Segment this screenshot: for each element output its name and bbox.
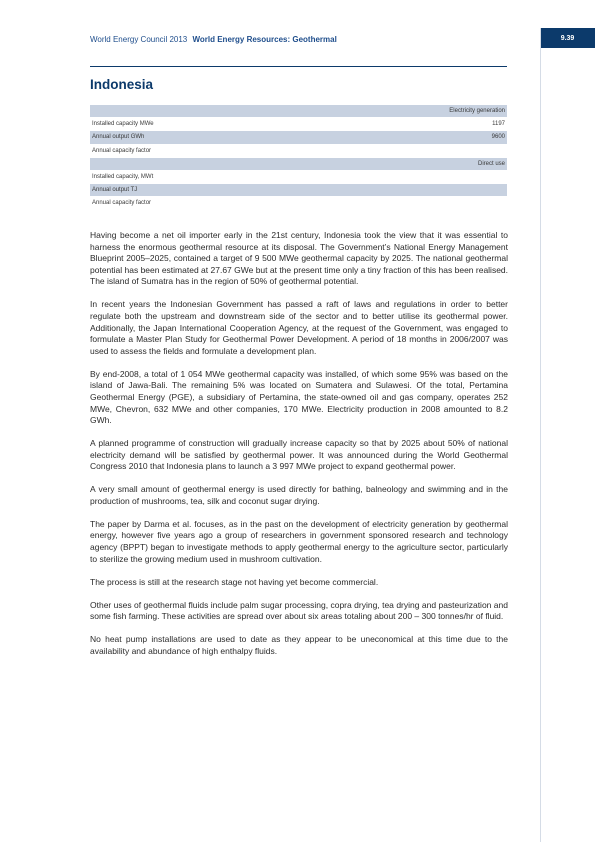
paragraph: No heat pump installations are used to date as they appear to be uneconomical at this time due to the availability and abundance of high enthalpy fluids. [90,634,508,656]
paragraph: Other uses of geothermal fluids include palm sugar processing, copra drying, tea drying and pasteurization and some fish farming. These activities are spread over about six areas totaling about 200 – 300 tonnes/hr of fluid. [90,599,508,622]
paragraph: A very small amount of geothermal energy is used directly for bathing, balneology and swimming and in the production of mushrooms, tea, silk and coconut sugar drying. [90,484,508,506]
paragraph: A planned programme of construction will gradually increase capacity so that by 2025 about 50% of national electricity demand will be satisfied by geothermal power. It was announced during the World Geothermal Congress 2010 that Indonesia plans to launch a 3 997 MWe project to expand geothermal power. [90,438,508,472]
row-value: 9600 [420,131,507,144]
row-label: Annual output GWh [90,131,420,144]
row-value [420,144,507,157]
row-label: Annual capacity factor [90,197,420,210]
paragraph: By end-2008, a total of 1 054 MWe geothermal capacity was installed, of which some 95% was based on the island of Jawa-Bali. The remaining 5% was located on Sumatera and Sulawesi. Of the total, Pertamina Geothermal Energy (PGE), a subsidiary of Pertamina, the state-owned oil and gas company, operates 252 MWe, Chevron, 632 MWe and other companies, 170 MWe. Electricity production in 2008 amounted to 8.2 GWh. [90,368,508,426]
row-label: Annual output TJ [90,184,420,197]
row-value: 1197 [420,118,507,131]
table-group-header [90,157,507,170]
row-label: Annual capacity factor [90,144,420,157]
row-label: Installed capacity, MWt [90,170,420,183]
running-header [90,35,510,44]
header-organization: World Energy Council 2013 [90,35,188,44]
table-row [90,184,507,197]
table-row [90,144,507,157]
section-title: Indonesia [90,77,154,92]
table-group-header [90,105,507,118]
body-text [90,230,508,669]
electricity-generation-header: Electricity generation [90,105,507,118]
row-value [420,170,507,183]
paragraph: The process is still at the research stage not having yet become commercial. [90,576,379,587]
paragraph: In recent years the Indonesian Government has passed a raft of laws and regulations in order to better regulate both the upstream and downstream side of the sector and to better utilise its geothermal power. Additionally, the Japan International Cooperation Agency, at the request of the Government, was engaged to formulate a Master Plan Study for Geothermal Power Development. A period of 18 months in 2006/2007 was used to assess the fields and formulate a development plan. [90,299,508,356]
page-number-badge [540,28,595,48]
page-number: 9.39 [560,34,575,42]
margin-divider [540,28,541,842]
resource-table [90,105,507,211]
header-rule [90,66,507,67]
table-row [90,131,507,144]
table-row [90,170,507,183]
row-label: Installed capacity MWe [90,118,420,131]
table-row [90,197,507,210]
table-row [90,118,507,131]
row-value [420,197,507,210]
paragraph: Having become a net oil importer early in the 21st century, Indonesia took the view that it was essential to harness the enormous geothermal resource at its disposal. The Government’s National Energy Management Blueprint 2005–2025, contained a target of 9 500 MWe geothermal capacity by 2025. The national geothermal potential has been estimated at 27.67 GWe but at the present time only a tiny fraction of this has been realised. The island of Sumatra has in the region of 50% of geothermal potential. [90,230,509,287]
paragraph: The paper by Darma et al. focuses, as in the past on the development of electricity generation by geothermal energy, however five years ago a group of researchers in government sponsored research and technology agency (BPPT) began to investigate methods to apply geothermal energy to the agriculture sector, particularly to sterilize the growing medium used in mushroom cultivation. [90,518,508,564]
row-value [420,184,507,197]
direct-use-header: Direct use [90,157,507,170]
header-title: World Energy Resources: Geothermal [192,35,337,44]
